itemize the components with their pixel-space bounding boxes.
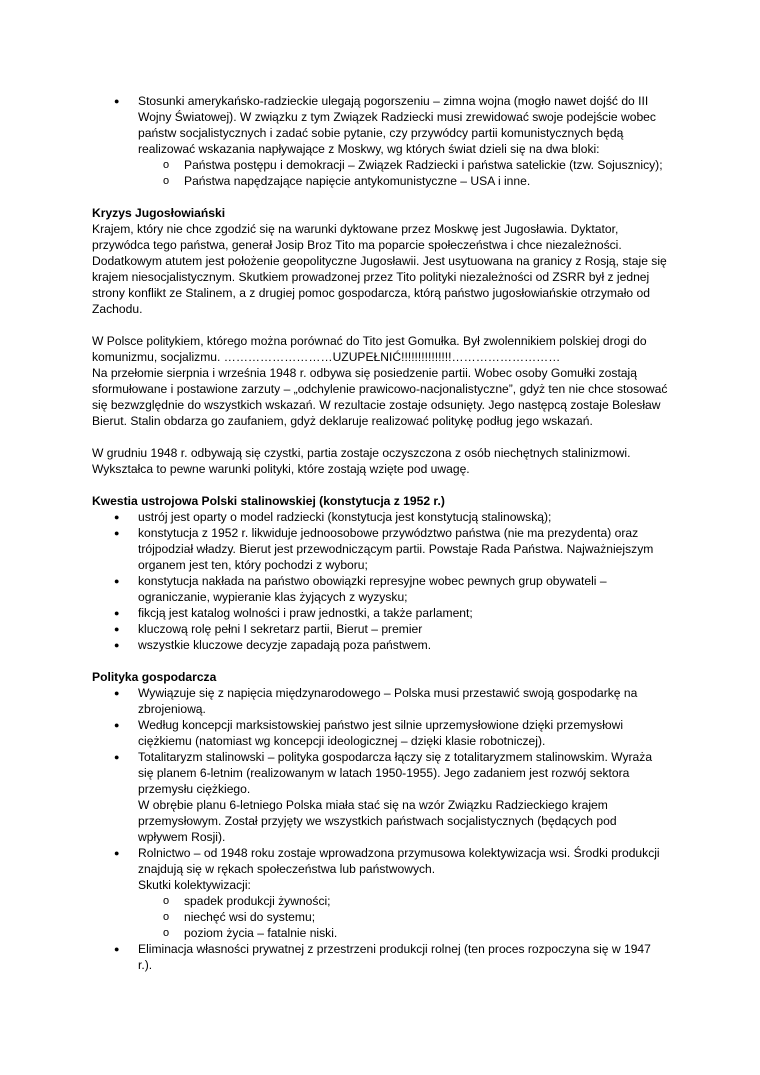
- sub-list-item: o spadek produkcji żywności;: [138, 893, 668, 909]
- list-item: ● Wywiązuje się z napięcia międzynarodowego – Polska musi przestawić swoją gospodarkę na zbrojeniową.: [92, 685, 668, 717]
- effects-sublist: [138, 893, 668, 941]
- intro-bullet-list: [92, 93, 668, 189]
- paragraph: Krajem, który nie chce zgodzić się na warunki dyktowane przez Moskwę jest Jugosławia. Dyktator, przywódca tego państwa, generał Josip Broz Tito ma poparcie społeczeństwa i chce niezależności. Dodatkowym atutem jest położenie geopolityczne Jugosławii. Jest usytuowana na granicy z Rosją, staje się krajem niesocjalistycznym. Skutkiem prowadzonej przez Tito polityki niezależności od ZSRR był z jednej strony konflikt ze Stalinem, a z drugiej pomoc gospodarcza, którą państwo jugosłowiańskie otrzymało od Zachodu.: [92, 222, 667, 316]
- constitution-heading: Kwestia ustrojowa Polski stalinowskiej (konstytucja z 1952 r.): [92, 494, 445, 508]
- list-item: ● Eliminacja własności prywatnej z przestrzeni produkcji rolnej (ten proces rozpoczyna się w 1947 r.).: [92, 941, 668, 973]
- list-item: ● Według koncepcji marksistowskiej państwo jest silnie uprzemysłowione dzięki przemysłowi ciężkiemu (natomiast wg koncepcji ideologicznej – dzięki klasie robotniczej).: [92, 717, 668, 749]
- list-item: ● konstytucja nakłada na państwo obowiązki represyjne wobec pewnych grup obywateli – ograniczanie, wypieranie klas żyjących z wyzysku;: [92, 573, 668, 605]
- list-item-text: ● Totalitaryzm stalinowski – polityka gospodarcza łączy się z totalitaryzmem stalinowskim. Wyraża się planem 6-letnim (realizowanym w latach 1950-1955). Jego zadaniem jest rozwój sektora przemysłu ciężkiego.: [138, 750, 653, 796]
- paragraph: W grudniu 1948 r. odbywają się czystki, partia zostaje oczyszczona z osób niechętnych stalinizmowi. Wykształca to pewne warunki polityki, które zostają wzięte pod uwagę.: [92, 446, 631, 476]
- yugoslavia-heading: Kryzys Jugosłowiański: [92, 206, 226, 220]
- effects-label: Skutki kolektywizacji:: [138, 878, 251, 892]
- intro-sublist: [138, 157, 668, 189]
- sub-list-item: o poziom życia – fatalnie niski.: [138, 925, 668, 941]
- list-item: [92, 749, 668, 845]
- paragraph: Na przełomie sierpnia i września 1948 r. odbywa się posiedzenie partii. Wobec osoby Gomułki zostają sformułowane i postawione zarzuty – „odchylenie prawicowo-nacjonalistyczne”, gdyż ten nie chce stosować się bezwzględnie do wszystkich wskazań. W rezultacie zostaje odsunięty. Jego następcą zostaje Bolesław Bierut. Stalin obdarza go zaufaniem, gdyż deklaruje realizować politykę podług jego wskazań.: [92, 366, 668, 428]
- paragraph: W Polsce politykiem, którego można porównać do Tito jest Gomułka. Był zwolennikiem polskiej drogi do komunizmu, socjalizmu. ………………………UZUPEŁNIĆ!!!!!!!!!!!!!!!………………………: [92, 334, 647, 364]
- sub-list-item: o niechęć wsi do systemu;: [138, 909, 668, 925]
- list-item-text: ● Rolnictwo – od 1948 roku zostaje wprowadzona przymusowa kolektywizacja wsi. Środki produkcji znajdują się w rękach społeczeństwa lub państwowych.: [138, 846, 660, 876]
- list-item: ● ustrój jest oparty o model radziecki (konstytucja jest konstytucją stalinowską);: [92, 509, 668, 525]
- sub-list-item: o Państwa postępu i demokracji – Związek Radziecki i państwa satelickie (tzw. Sojusznicy);: [138, 157, 668, 173]
- list-item: ● fikcją jest katalog wolności i praw jednostki, a także parlament;: [92, 605, 668, 621]
- economy-heading: Polityka gospodarcza: [92, 670, 217, 684]
- list-item: ● konstytucja z 1952 r. likwiduje jednoosobowe przywództwo państwa (nie ma prezydenta) oraz trójpodział władzy. Bierut jest przewodniczącym partii. Powstaje Rada Państwa. Najważniejszym organem jest ten, który pochodzi z wyboru;: [92, 525, 668, 573]
- economy-list: [92, 685, 668, 973]
- list-item: ● kluczową rolę pełni I sekretarz partii, Bierut – premier: [92, 621, 668, 637]
- sub-list-item: o Państwa napędzające napięcie antykomunistyczne – USA i inne.: [138, 173, 668, 189]
- intro-bullet-text: ● Stosunki amerykańsko-radzieckie ulegają pogorszeniu – zimna wojna (mogło nawet dojść do III Wojny Światowej). W związku z tym Związek Radziecki musi zrewidować swoje podejście wobec państw socjalistycznych i zadać sobie pytanie, czy przywódcy partii komunistycznych będą realizować wskazania napływające z Moskwy, wg których świat dzieli się na dwa bloki:: [138, 94, 656, 156]
- plan-note: W obrębie planu 6-letniego Polska miała stać się na wzór Związku Radzieckiego krajem przemysłowym. Został przyjęty we wszystkich państwach socjalistycznych (będących pod wpływem Rosji).: [138, 798, 617, 844]
- list-item: [92, 93, 668, 189]
- list-item: [92, 845, 668, 941]
- constitution-list: [92, 509, 668, 653]
- list-item: ● wszystkie kluczowe decyzje zapadają poza państwem.: [92, 637, 668, 653]
